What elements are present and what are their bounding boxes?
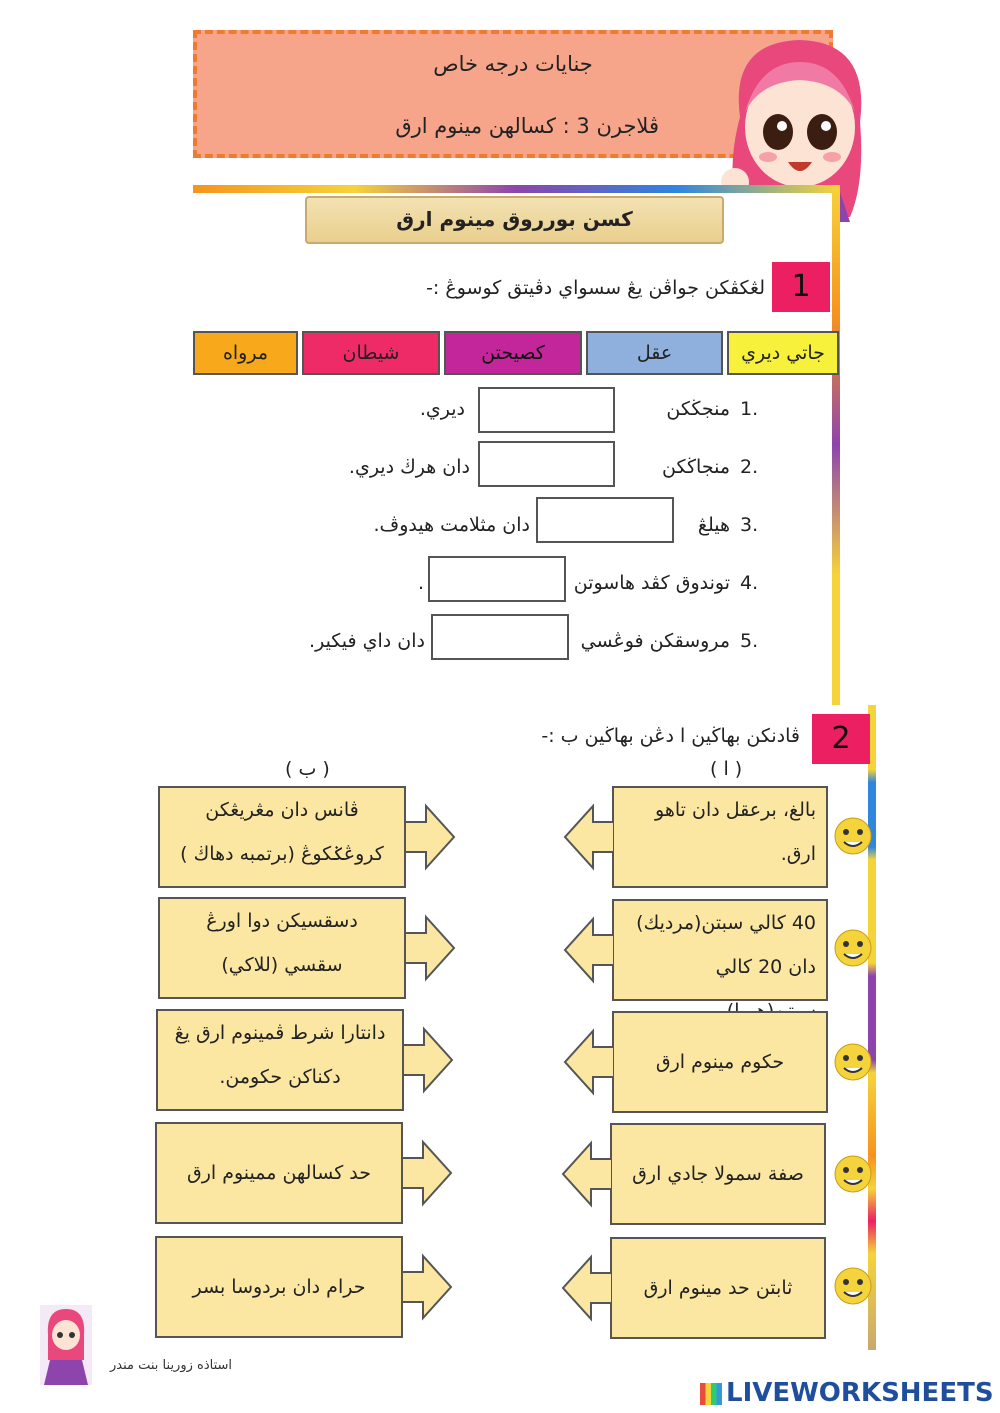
question-text-after: دان داي فيكير. — [309, 630, 425, 652]
arrow-left-icon — [561, 1253, 613, 1323]
match-left-item-5[interactable]: ثابتن حد مينوم ارق — [610, 1237, 826, 1339]
smiley-face-icon — [832, 812, 874, 856]
answer-field-1[interactable] — [478, 387, 615, 433]
answer-field-4[interactable] — [428, 556, 566, 602]
match-left-item-4[interactable]: صفة سمولا جادي ارق — [610, 1123, 826, 1225]
section2-instruction: ڤادنكن بهاڬين ا دڠن بهاڬين ب :- — [541, 725, 800, 747]
question-text-before: منجاڬكن — [662, 456, 730, 478]
match-left-item-2[interactable]: 40 كالي سبتن(مرديك) دان 20 كالي — [612, 899, 828, 1001]
section2-number-badge: 2 — [812, 714, 870, 764]
arrow-left-icon — [563, 915, 615, 985]
rainbow-border-top — [193, 185, 838, 193]
author-name: استاذه زورينا بنت مندر — [110, 1358, 233, 1373]
arrow-right-icon — [402, 1025, 454, 1095]
question-text-before: توندوق كڤد هاسوتن — [573, 572, 730, 594]
word-bank-item[interactable]: عقل — [586, 331, 723, 375]
match-left-item-3[interactable]: حكوم مينوم ارق — [612, 1011, 828, 1113]
smiley-face-icon — [832, 1262, 874, 1306]
question-text-after: دان هرڬ ديري. — [348, 456, 470, 478]
word-bank-item[interactable]: كصيحتن — [444, 331, 582, 375]
liveworksheets-logo-icon — [700, 1383, 722, 1405]
worksheet-title: جنايات درجه خاص — [433, 52, 593, 76]
arrow-right-icon — [404, 913, 456, 983]
smiley-face-icon — [832, 924, 874, 968]
match-right-item-5[interactable]: حرام دان بردوسا بسر — [155, 1236, 403, 1338]
arrow-right-icon — [401, 1252, 453, 1322]
match-right-item-1[interactable]: ڤانس دان مڠريڠكن كروڠݢكوڠ (برتمبه دهاڬ ) — [158, 786, 406, 888]
arrow-right-icon — [401, 1138, 453, 1208]
question-number: 2. — [740, 456, 759, 478]
rainbow-border-right-2 — [868, 705, 876, 1350]
word-bank-item[interactable]: مرواه — [193, 331, 298, 375]
question-text-before: هيلڠ — [697, 514, 730, 536]
smiley-face-icon — [832, 1038, 874, 1082]
word-bank-item[interactable]: شيطان — [302, 331, 440, 375]
smiley-face-icon — [832, 1150, 874, 1194]
liveworksheets-logo: LIVEWORKSHEETS — [700, 1378, 994, 1408]
question-text-after: دان مثلامت هيدوڤ. — [373, 514, 530, 536]
answer-field-5[interactable] — [431, 614, 569, 660]
rainbow-border-right — [832, 185, 840, 705]
question-number: 5. — [740, 630, 759, 652]
match-right-item-4[interactable]: حد كسالهن ممينوم ارق — [155, 1122, 403, 1224]
answer-field-3[interactable] — [536, 497, 674, 543]
question-text-before: منجڬكن — [666, 398, 730, 420]
arrow-left-icon — [563, 802, 615, 872]
section1-instruction: لڠكڤكن جواڤن يڠ سسواي دڤيتق كوسوڠ :- — [426, 277, 765, 299]
column-a-header: ( ا ) — [710, 758, 743, 780]
word-bank-item[interactable]: جاتي ديري — [727, 331, 839, 375]
author-avatar-icon — [40, 1305, 92, 1385]
arrow-right-icon — [404, 802, 456, 872]
answer-field-2[interactable] — [478, 441, 615, 487]
lesson-title: ڤلاجرن 3 : كسالهن مينوم ارق — [395, 114, 659, 138]
arrow-left-icon — [561, 1139, 613, 1209]
question-number: 1. — [740, 398, 759, 420]
question-text-before: مروسقكن فوڠسي — [580, 630, 730, 652]
column-b-header: ( ب ) — [285, 758, 330, 780]
worksheet-banner: كسن بورروق مينوم ارق — [305, 196, 724, 244]
section1-number-badge: 1 — [772, 262, 830, 312]
arrow-left-icon — [563, 1027, 615, 1097]
question-number: 3. — [740, 514, 759, 536]
match-right-item-3[interactable]: دانتارا شرط ڤمينوم ارق يڠ دكناكن حكومن. — [156, 1009, 404, 1111]
question-text-after: . — [417, 572, 424, 594]
question-number: 4. — [740, 572, 759, 594]
match-left-item-1[interactable]: بالغ، برعقل دان تاهو ارق. — [612, 786, 828, 888]
match-right-item-2[interactable]: دسقسيكن دوا اورڠ سقسي (للاكي) — [158, 897, 406, 999]
question-text-after: ديري. — [419, 398, 465, 420]
